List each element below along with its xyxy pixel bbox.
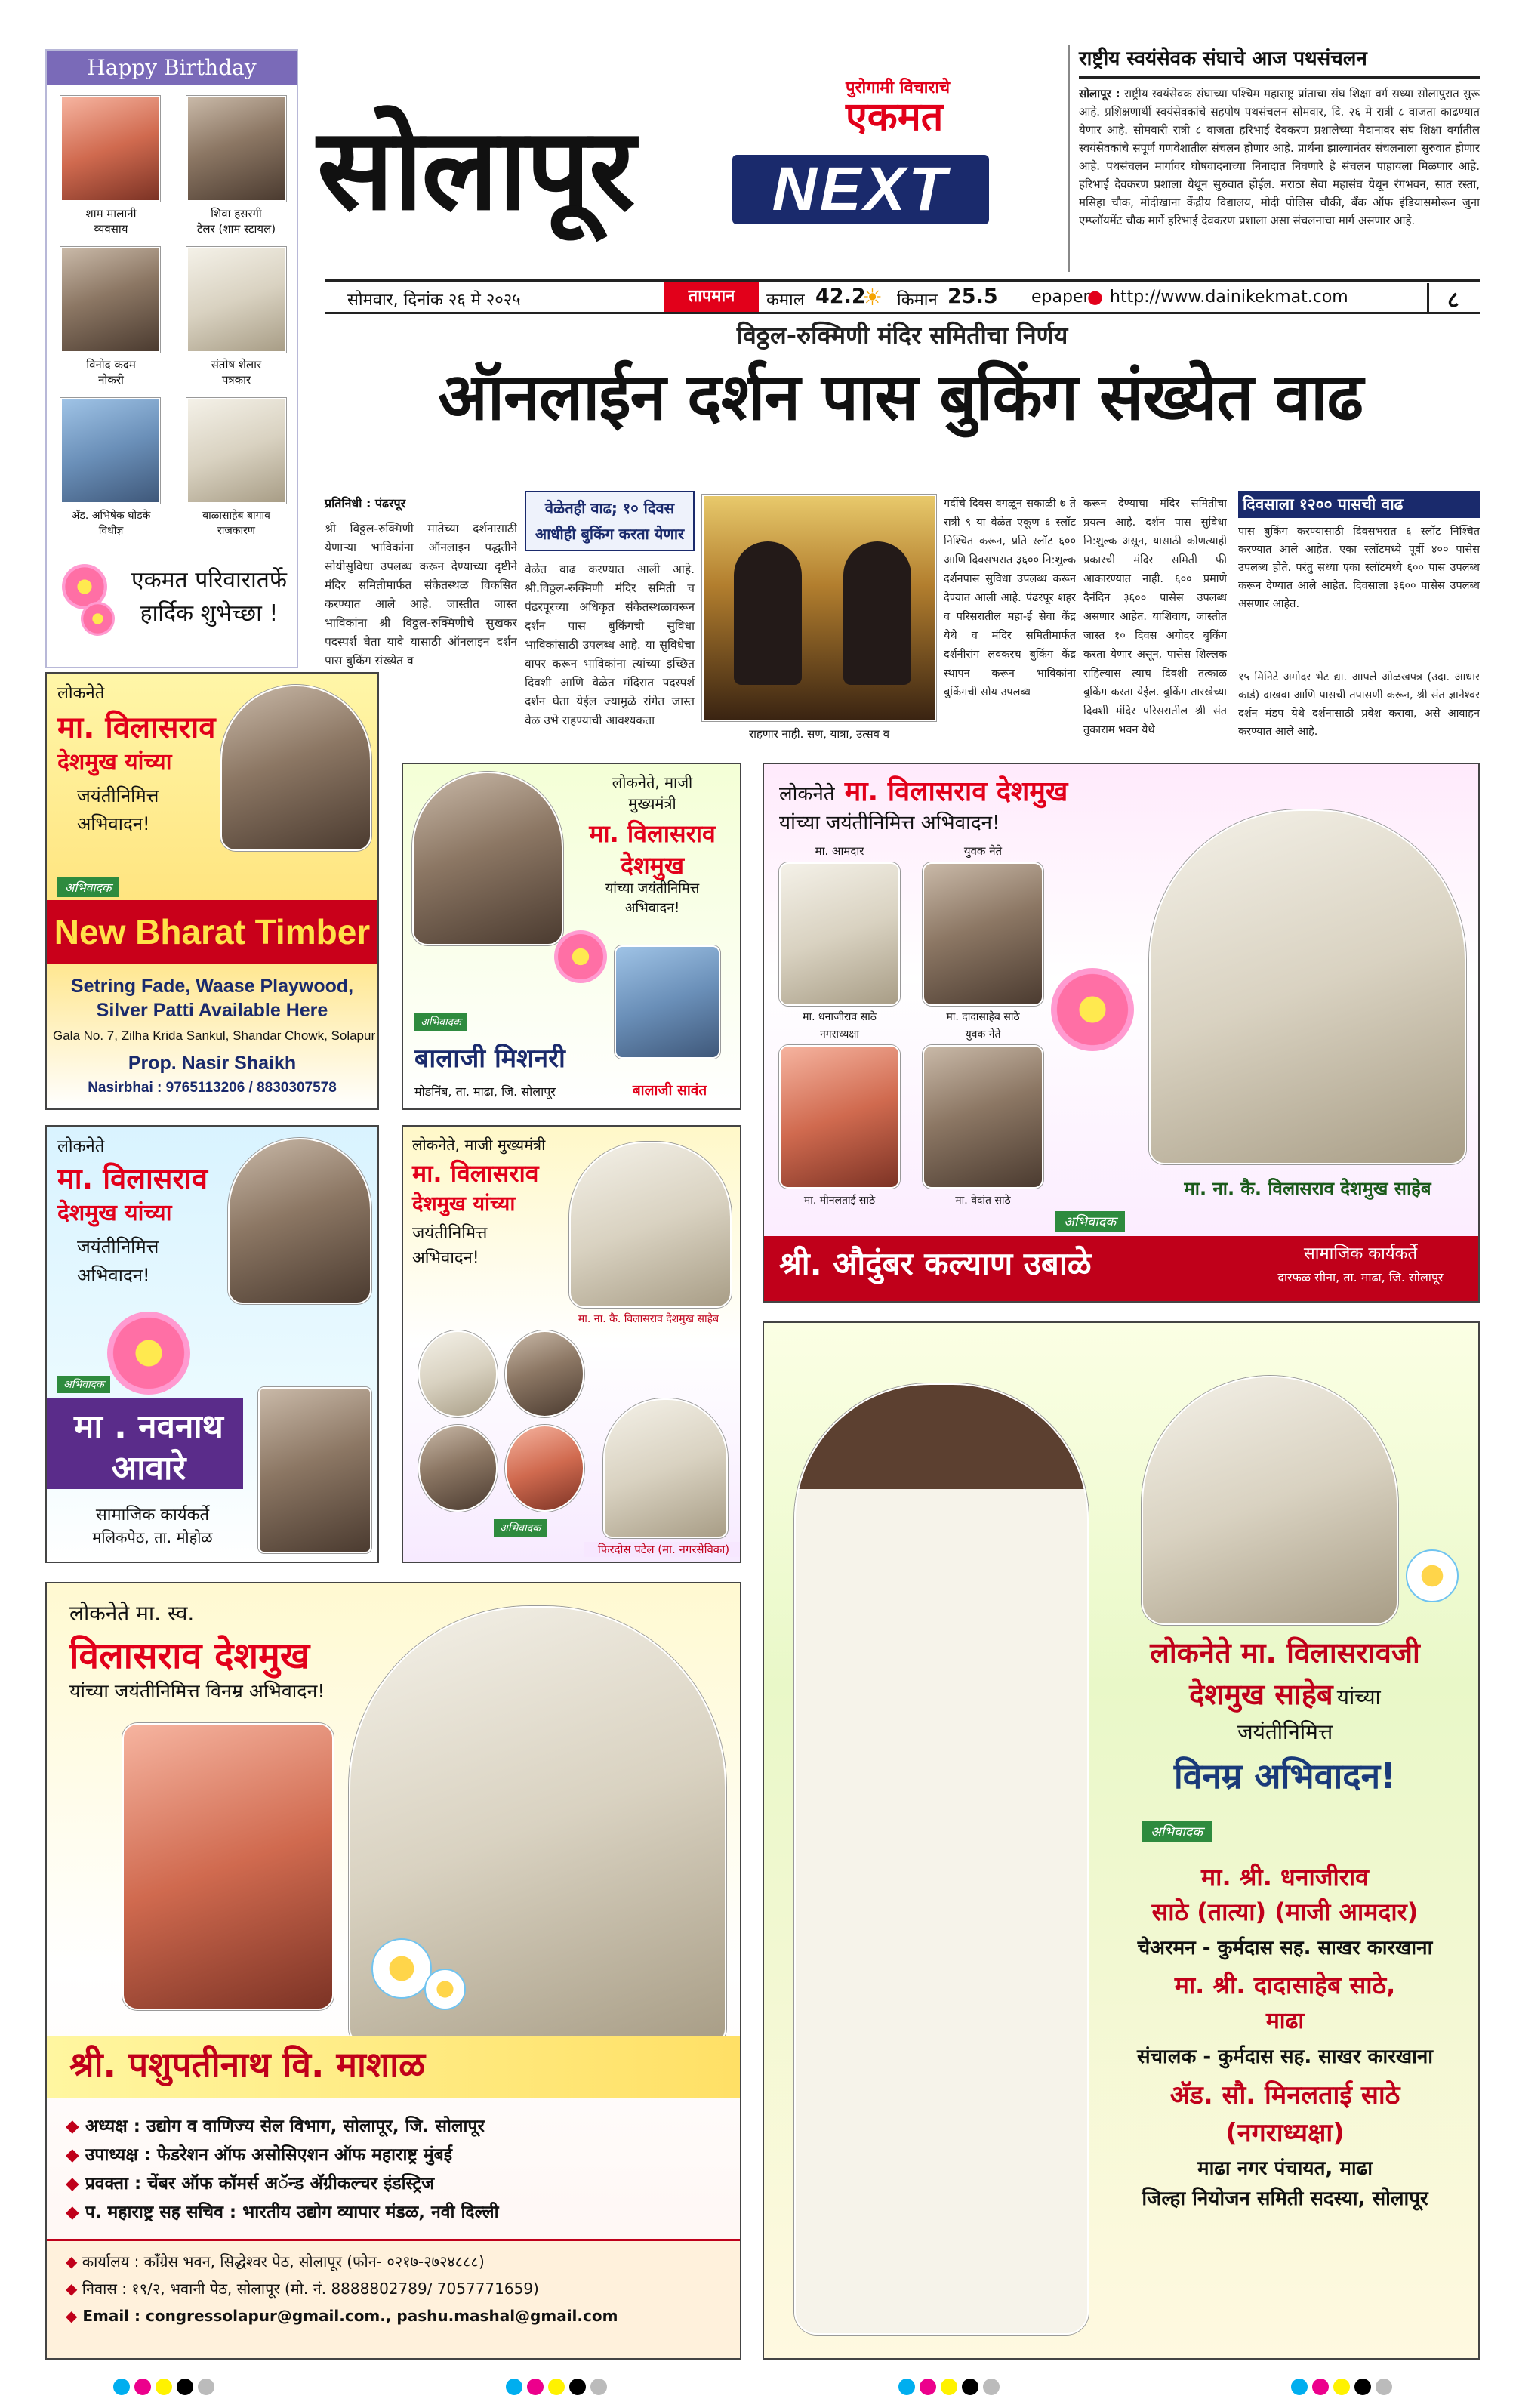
weather-label: तापमान — [664, 282, 759, 312]
ad-line: Setring Fade, Waase Playwood, — [70, 976, 354, 997]
avatar — [615, 945, 720, 1059]
ad-tag: अभिवादक — [57, 877, 119, 897]
ad-line: यांच्या — [1336, 1685, 1381, 1710]
ad-name: देशमुख यांच्या — [412, 1192, 516, 1216]
page-number: ८ — [1427, 283, 1459, 314]
ad-tag: अभिवादक — [57, 1376, 110, 1393]
ad-address: मलिकपेठ, ता. मोहोळ — [92, 1528, 213, 1546]
ad-firm: New Bharat Timber — [47, 900, 377, 964]
epaper-label: epaper — [1031, 288, 1090, 307]
main-col-5: पास बुकिंग करण्यासाठी दिवसभरात ६ स्लॉट निश्चित करण्यात आले आहेत. एका स्लॉटमध्ये पूर्वी ४०० पासेस उपलब्ध होते. परंतु सध्या एका स्लॉटमध्ये ६०० पास उपलब्ध करून देण्यात आले आहेत. दिवसाला ३६०० पासेस उपलब्ध असणार आहेत. — [1238, 526, 1480, 610]
ad-bullet: अध्यक्ष : उद्योग व वाणिज्य सेल विभाग, सोलापूर, जि. सोलापूर — [85, 2117, 485, 2136]
birthday-name: बाळासाहेब बागाव — [202, 510, 270, 522]
masthead-date: सोमवार, दिनांक २६ मे २०२५ — [347, 291, 521, 310]
ad-address: मोडनिंब, ता. माढा, जि. सोलापूर — [414, 1084, 556, 1099]
ad-contact: निवास : १९/२, भवानी पेठ, सोलापूर (मो. नं. 8888802789/ 7057771659) — [82, 2280, 539, 2298]
avatar — [505, 1330, 584, 1417]
min-value: 25.5 — [948, 285, 998, 308]
birthday-role: राजकारण — [217, 525, 255, 537]
ad-tag: अभिवादक — [494, 1519, 547, 1537]
masthead-next-logo — [732, 155, 989, 224]
flower-icon — [554, 930, 607, 983]
birthday-role: व्यवसाय — [94, 222, 128, 236]
ad-top: लोकनेते — [57, 684, 105, 703]
masthead-city: सोलापूर — [317, 104, 634, 236]
main-col-1: श्री विठ्ठल-रुक्मिणी मातेच्या दर्शनासाठी येणाऱ्या भाविकांना ऑनलाइन पद्धतीने सोयीसुविधा उपलब्ध करून देण्याच्या दृष्टीने मंदिर समितीमार्फत संकेतस्थळ विकसित करण्यात आले आहे. जास्तीत जास्त भाविकांना श्री विठ्ठल-रुक्मिणीचे सुखकर पदस्पर्श घेता यावे यासाठी ऑनलाइन दर्शन पास बुकिंग संख्येत व — [325, 522, 517, 668]
ad-role: जिल्हा नियोजन समिती सदस्या, सोलापूर — [1142, 2188, 1428, 2210]
ad-caption: मा. ना. कै. विलासराव देशमुख साहेब — [578, 1313, 719, 1325]
birthday-wish: हार्दिक शुभेच्छा ! — [140, 600, 279, 627]
side-story-headline: राष्ट्रीय स्वयंसेवक संघाचे आज पथसंचलन — [1079, 48, 1367, 70]
ad-label: मा. आमदार — [815, 844, 864, 858]
avatar — [186, 247, 286, 353]
ad-top: लोकनेते, माजी — [612, 773, 693, 791]
side-story-body: राष्ट्रीय स्वयंसेवक संघाच्या पश्चिम महाराष्ट्र प्रांताचा संघ शिक्षा वर्ग सध्या सोलापुरात सुरू आहे. प्रशिक्षणार्थी स्वयंसेवकांचे सहपोष पथसंचलन सोमवार, दि. २६ मे रात्री ८ वाजता काढण्यात येणार आहे. सोमवारी रात्री ८ वाजता हरिभाई देवकरण प्रशालेच्या मैदानावर संघ शिक्षा वर्गातील स्वयंसेवकांचे संपूर्ण गणवेशातील संचलन होणार आहे. प्रार्थना झाल्यानंतर संचलनाला सुरुवात होणार आहे. पथसंचलन मार्गावर घोषवादनाच्या निनादात निघणारे हे संचलन पाहायला मिळणार आहे. हरिभाई देवकरण प्रशाला येथून सुरुवात होईल. मराठा सेवा महासंघ येथून रंगभवन, सात रस्ता, मसिहा चौक, मोदीखाना केंद्रीय विद्यालय, मोदी पोलिस चौकी, बँक ऑफ इंडियासमोरून जुना एम्प्लॉयमेंट चौक मार्गे हरिभाई देवकरण प्रशाला असा संचलनाचा मार्ग असणार आहे. — [1079, 87, 1480, 227]
birthday-name: शिवा हसरगी — [211, 207, 262, 220]
masthead-tagline: पुरोगामी विचाराचे — [846, 79, 951, 97]
main-col-2: वेळेत वाढ करण्यात आली आहे. श्री.विठ्ठल-रुक्मिणी मंदिर समिती च पंढरपूरच्या अधिकृत संकेतस्थळावरून दर्शन पास बुकिंगची सुविधा भाविकांसाठी उपलब्ध आहे. या सुविधेचा वापर करून भाविकांना त्यांच्या इच्छित दिवशी आणि वेळेत मंदिरात पदस्पर्श दर्शन घेता येईल ज्यामुळे रांगेत जास्त वेळ उभे राहण्याची आवश्यकता — [525, 563, 695, 727]
avatar — [569, 1142, 732, 1308]
ad-line: Silver Patti Available Here — [96, 1000, 328, 1021]
idol-vitthal — [734, 541, 802, 685]
ad-label: युवक नेते — [965, 1028, 1001, 1041]
info-box-2 — [1238, 491, 1480, 518]
info-box-2-headline: दिवसाला १२०० पासची वाढ — [1243, 495, 1404, 513]
birthday-role: टेलर (शाम स्टायल) — [196, 222, 276, 236]
ad-email[interactable]: Email : congressolapur@gmail.com., pashu.mashal@gmail.com — [82, 2307, 618, 2325]
ad-address: दारफळ सीना, ता. माढा, जि. सोलापूर — [1277, 1270, 1444, 1284]
ad-top: मुख्यमंत्री — [628, 794, 676, 812]
ad-person: (नगराध्यक्षा) — [1225, 2118, 1345, 2148]
ad-person: मा. वेदांत साठे — [955, 1195, 1011, 1207]
ad-phone: Nasirbhai : 9765113206 / 8830307578 — [88, 1080, 337, 1096]
ad-line: अभिवादन! — [77, 1265, 150, 1286]
avatar — [186, 398, 286, 504]
ad-giver: श्री. औदुंबर कल्याण उबाळे — [779, 1245, 1092, 1282]
ad-person: साठे (तात्या) (माजी आमदार) — [1151, 1898, 1419, 1926]
ad-name: मा. विलासराव — [57, 711, 216, 745]
ad-navnath-aware — [45, 1125, 379, 1563]
ad-line: यांच्या जयंतीनिमित्त — [605, 880, 700, 896]
date-bar — [325, 279, 1480, 314]
ad-sathe-family — [763, 1321, 1480, 2360]
ad-top: लोकनेते — [57, 1137, 105, 1156]
avatar — [779, 1045, 900, 1189]
ad-name: मा. विलासराव — [589, 819, 716, 848]
ad-name: देशमुख यांच्या — [57, 749, 172, 775]
ad-person: मा. श्री. दादासाहेब साठे, — [1174, 1971, 1396, 1999]
ad-line: अभिवादन! — [624, 900, 680, 916]
ad-contact: कार्यालय : काँग्रेस भवन, सिद्धेश्वर पेठ, सोलापूर (फोन- ०२१७-२७२४८८८) — [82, 2252, 485, 2271]
ad-name: मा. विलासराव — [412, 1159, 539, 1188]
avatar — [794, 1383, 1089, 2335]
avatar — [923, 862, 1043, 1006]
avatar — [418, 1425, 498, 1512]
avatar — [505, 1425, 584, 1512]
avatar — [923, 1045, 1043, 1189]
ad-giver: बालाजी मिशनरी — [414, 1044, 565, 1074]
website-link[interactable]: http://www.dainikekmat.com — [1110, 288, 1348, 307]
birthday-role: विधीज्ञ — [98, 525, 124, 537]
avatar — [412, 772, 563, 945]
ad-person: बालाजी सावंत — [632, 1082, 707, 1099]
ad-top: लोकनेते, माजी मुख्यमंत्री — [412, 1136, 546, 1154]
flower-icon — [107, 1312, 190, 1395]
avatar — [122, 1723, 334, 2010]
flower-icon — [424, 1969, 466, 2010]
birthday-role: नोकरी — [98, 373, 124, 387]
ad-tag: अभिवादक — [1055, 1211, 1125, 1232]
ad-line: जयंतीनिमित्त — [77, 1236, 159, 1257]
ad-balaji-mishnari — [402, 763, 741, 1110]
birthday-box — [45, 49, 298, 668]
ad-giver: मा . नवनाथ — [74, 1407, 223, 1446]
ad-name: विलासराव देशमुख — [69, 1635, 310, 1677]
ad-new-bharat-timber — [45, 672, 379, 1110]
ad-proprietor: Prop. Nasir Shaikh — [128, 1053, 297, 1074]
birthday-name: शाम मालानी — [85, 207, 137, 220]
birthday-role: पत्रकार — [221, 373, 251, 387]
globe-icon: ● — [1087, 286, 1103, 307]
info-box-headline: वेळेतही वाढ; १० दिवस आधीही बुकिंग करता येणार — [535, 499, 685, 543]
main-byline: प्रतिनिधी : पंढरपूर — [325, 496, 406, 510]
birthday-title: Happy Birthday — [47, 51, 297, 85]
temple-photo — [702, 495, 936, 721]
ad-person: मा. धनाजीराव साठे — [803, 1011, 877, 1023]
ad-name: देशमुख यांच्या — [57, 1200, 172, 1226]
avatar — [186, 96, 286, 202]
avatar — [1149, 809, 1466, 1164]
min-label: किमान — [897, 291, 938, 310]
ad-name: देशमुख — [620, 851, 685, 880]
info-box — [525, 491, 695, 551]
ad-line: यांच्या जयंतीनिमित्त विनम्र अभिवादन! — [69, 1680, 325, 1702]
main-col-5b: १५ मिनिटे अगोदर भेट द्या. आपले ओळखपत्र (उदा. आधार कार्ड) दाखवा आणि पासची तपासणी करून, श्री संत ज्ञानेश्वर दर्शन मंडप येथे दर्शनासाठी प्रवेश करावा, असे आवाहन करण्यात आले आहे. — [1238, 671, 1480, 738]
ad-line: अभिवादन! — [77, 813, 150, 834]
ad-audumbar-ubale — [763, 763, 1480, 1303]
avatar — [779, 862, 900, 1006]
ad-name: मा. विलासराव — [57, 1162, 208, 1195]
ad-giver: श्री. पशुपतीनाथ वि. माशाळ — [69, 2044, 426, 2085]
ad-top: लोकनेते मा. स्व. — [69, 1601, 195, 1626]
ad-line: अभिवादन! — [412, 1249, 479, 1268]
ad-firdos-patel — [402, 1125, 741, 1563]
ad-name: मा. विलासराव देशमुख — [844, 776, 1068, 807]
main-kicker: विठ्ठल-रुक्मिणी मंदिर समितीचा निर्णय — [736, 321, 1068, 350]
ad-bullet: प्रवक्ता : चेंबर ऑफ कॉमर्स अॅन्ड अ‍ॅग्रीकल्चर इंडस्ट्रिज — [85, 2174, 435, 2194]
avatar — [60, 96, 160, 202]
birthday-name: अ‍ॅड. अभिषेक घोडके — [71, 510, 151, 522]
max-label: कमाल — [766, 291, 805, 310]
ad-role: माढा नगर पंचायत, माढा — [1197, 2157, 1373, 2180]
ad-line: लोकनेते मा. विलासरावजी — [1150, 1636, 1420, 1670]
flower-icon — [1051, 968, 1134, 1051]
ad-line: विनम्र अभिवादन! — [1173, 1756, 1397, 1796]
ad-line: यांच्या जयंतीनिमित्त अभिवादन! — [779, 812, 1000, 834]
ad-pashupatinath-mashal: लोकनेते मा. स्व. विलासराव देशमुख यांच्या जयंतीनिमित्त विनम्र अभिवादन! श्री. पशुपतीनाथ वि. माशाळ ◆ अध्यक्ष : उद्योग व वाणिज्य सेल विभाग, सोलापूर, जि. सोलापूर ◆ उपाध्यक्ष : फेडरेशन ऑफ असोसिएशन ऑफ महाराष्ट्र मुंबई ◆ प्रवक्ता : चेंबर ऑफ कॉमर्स अॅन्ड अ‍ॅग्रीकल्चर इंडस्ट्रिज ◆ प. महाराष्ट्र सह सचिव : भारतीय उद्योग व्यापार मंडळ, नवी दिल्ली ◆ कार्यालय : काँग्रेस भवन, सिद्धेश्वर पेठ, सोलापूर (फोन- ०२१७-२७२४८८८) ◆ निवास : १९/२, भवानी पेठ, सोलापूर (मो. नं. 8888802789/ 7057771659) ◆ Email : congressolapur@gmail.com., pashu.mashal@gmail.com — [45, 1582, 741, 2360]
idol-rukmini — [843, 541, 911, 685]
masthead-brand: एकमत — [846, 94, 944, 140]
avatar — [1142, 1376, 1398, 1625]
main-col-3: गर्दीचे दिवस वगळून सकाळी ७ ते रात्री ९ या वेळेत एकूण ६ स्लॉट निश्चित करून, प्रति स्लॉट ६०० आणि दिवसभरात ३६०० नि:शुल्क दर्शनपास सुविधा उपलब्ध करून देण्यात आली आहे. पंढरपूर शहर व परिसरातील महा-ई सेवा केंद्र येथे व मंदिर समितीमार्फत दर्शनीरांग लवकरच बुकिंग केंद्र स्थापन करून भाविकांना बुकिंगची सोय उपलब्ध — [944, 498, 1076, 698]
ad-top: लोकनेते — [779, 783, 835, 806]
avatar — [220, 685, 371, 851]
main-col-4: करून देण्याचा मंदिर समितीचा प्रयत्न आहे. दर्शन पास सुविधा नि:शुल्क असून, यासाठी कोणत्याही प्रकारची मंदिर समिती फी आकारण्यात नाही. ६०० प्रमाणे दैनंदिन ३६०० पासेस उपलब्ध असणार आहेत. याशिवाय, जास्तीत जास्त १० दिवस अगोदर बुकिंग करता येणार असून, पासेस शिल्लक राहिल्यास त्याच दिवशी तत्काळ बुकिंग करता येईल. बुकिंग तारखेच्या दिवशी मंदिर परिसरातील श्री संत तुकाराम भवन येथे — [1083, 498, 1227, 736]
birthday-wish: एकमत परिवारातर्फे — [131, 567, 287, 594]
ad-line: देशमुख साहेब — [1189, 1678, 1333, 1711]
ad-giver: आवारे — [111, 1449, 186, 1488]
avatar — [60, 398, 160, 504]
avatar — [60, 247, 160, 353]
side-story-dateline: सोलापूर : — [1079, 87, 1120, 100]
ad-person: फिरदोस पटेल (मा. नगरसेविका) — [584, 1542, 741, 1557]
ad-person: अ‍ॅड. सौ. मिनलताई साठे — [1169, 2080, 1400, 2110]
ad-bullet: उपाध्यक्ष : फेडरेशन ऑफ असोसिएशन ऑफ महाराष्ट्र मुंबई — [85, 2145, 453, 2165]
ad-line: जयंतीनिमित्त — [1237, 1719, 1333, 1744]
ad-person: मा. दादासाहेब साठे — [946, 1011, 1020, 1023]
birthday-name: संतोष शेलार — [211, 358, 262, 372]
ad-line: जयंतीनिमित्त — [77, 785, 159, 806]
ad-line: जयंतीनिमित्त — [412, 1224, 488, 1243]
ad-person: माढा — [1265, 2008, 1305, 2034]
side-story — [1068, 45, 1480, 272]
avatar — [258, 1387, 371, 1553]
main-headline: ऑनलाईन दर्शन पास बुकिंग संख्येत वाढ — [438, 359, 1363, 435]
next-label: NEXT — [772, 155, 950, 224]
registration-marks — [113, 2379, 1472, 2401]
ad-bullet: प. महाराष्ट्र सह सचिव : भारतीय उद्योग व्यापार मंडळ, नवी दिल्ली — [85, 2203, 499, 2222]
flower-icon — [371, 1938, 432, 1999]
ad-person: मा. श्री. धनाजीराव — [1201, 1863, 1369, 1892]
flower-icon — [1406, 1549, 1459, 1602]
ad-label: नगराध्यक्षा — [819, 1028, 860, 1041]
ad-person: मा. मीनलताई साठे — [803, 1195, 876, 1207]
max-value: 42.2 — [815, 285, 866, 308]
ad-tag: अभिवादक — [414, 1013, 467, 1031]
ad-role: सामाजिक कार्यकर्ते — [1303, 1244, 1418, 1263]
ad-role: संचालक - कुर्मदास सह. साखर कारखाना — [1136, 2046, 1434, 2068]
sun-icon: ☀ — [862, 285, 883, 311]
avatar — [603, 1398, 728, 1538]
ad-tag: अभिवादक — [1142, 1821, 1212, 1842]
birthday-name: विनोद कदम — [86, 358, 136, 372]
photo-caption: राहणार नाही. सण, यात्रा, उत्सव व — [748, 727, 890, 741]
ad-role: सामाजिक कार्यकर्ते — [95, 1506, 210, 1525]
flower-icon — [81, 602, 115, 636]
ad-caption: मा. ना. कै. विलासराव देशमुख साहेब — [1184, 1178, 1431, 1199]
avatar — [228, 1138, 371, 1304]
ad-role: चेअरमन - कुर्मदास सह. साखर कारखाना — [1137, 1937, 1433, 1959]
avatar — [418, 1330, 498, 1417]
ad-address: Gala No. 7, Zilha Krida Sankul, Shandar Chowk, Solapur — [53, 1028, 376, 1043]
ad-label: युवक नेते — [963, 844, 1003, 858]
